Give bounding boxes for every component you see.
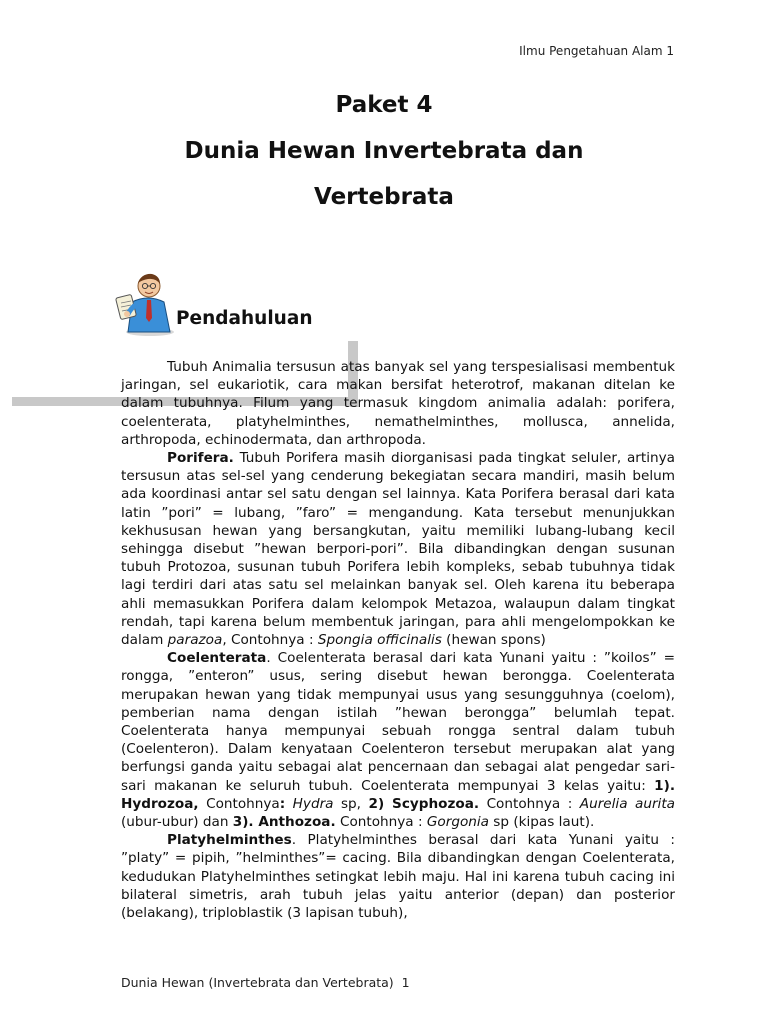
platyhelminthes-text: . Platyhelminthes berasal dari kata Yunani yaitu : ”platy” = pipih, ”helminthes”= cacing. Bila dibandingkan dengan Coelenterata, kedudukan Platyhelminthes setingkat lebih maju. Hal ini karena tubuh cacing ini bilateral simetris, arah tubuh jelas yaitu anterior (depan) dan posterior (belakang), triploblastik (3 lapisan tubuh), [121, 832, 675, 922]
coelenterata-text: . Coelenterata berasal dari kata Yunani yaitu : ”koilos” = rongga, ”enteron” usus, sering disebut hewan berongga. Coelenterata merupakan hewan yang tidak mempunyai usus yang sesungguhnya (coelom), pemberian nama dengan istilah ”hewan berongga” belumlah tepat. Coelenterata hanya mempunyai sebuah rongga sentral dalam tubuh (Coelenteron). Dalam kenyataan Coelenteron tersebut merupakan alat yang berfungsi ganda yaitu sebagai alat pencernaan dan sebagai alat pengedar sari-sari makanan ke seluruh tubuh. Coelenterata mempunyai 3 kelas yaitu: [121, 650, 675, 794]
term-platyhelminthes: Platyhelminthes [167, 832, 292, 849]
footer-title: Dunia Hewan (Invertebrata dan Vertebrata) [121, 975, 394, 990]
scyphozoa-example-label: Contohnya : [479, 795, 580, 812]
page-number: 1 [401, 975, 410, 990]
anthozoa-example-label: Contohnya : [335, 814, 427, 831]
paragraph-porifera [121, 449, 675, 649]
package-title: Paket 4 [335, 92, 433, 118]
running-header: Ilmu Pengetahuan Alam 1 [519, 44, 674, 58]
hydrozoa-example: Hydra [285, 795, 334, 812]
teacher-clipart-icon [112, 262, 178, 338]
chapter-title-line2: Vertebrata [314, 184, 454, 210]
class-anthozoa: 3). Anthozoa. [232, 814, 336, 831]
scyphozoa-note: (ubur-ubur) dan [121, 814, 233, 831]
chapter-title-line1: Dunia Hewan Invertebrata dan [184, 138, 584, 164]
class-scyphozoa: 2) Scyphozoa. [368, 795, 480, 812]
body-text [121, 358, 675, 922]
anthozoa-example: Gorgonia [426, 814, 489, 831]
anthozoa-note: sp (kipas laut). [488, 814, 595, 831]
porifera-example-label: , Contohnya : [222, 632, 318, 649]
hydrozoa-example-label: Contohnya [198, 795, 280, 812]
hydrozoa-colon: : [279, 795, 286, 812]
scyphozoa-example: Aurelia aurita [579, 795, 675, 812]
porifera-example-note: (hewan spons) [441, 632, 546, 649]
term-porifera: Porifera. [167, 450, 234, 467]
page-footer [121, 975, 410, 990]
paragraph-intro: Tubuh Animalia tersusun atas banyak sel yang terspesialisasi membentuk jaringan, sel eukariotik, cara makan bersifat heterotrof, makanan ditelan ke dalam tubuhnya. Filum yang termasuk kingdom animalia adalah: porifera, coelenterata, platyhelminthes, nemathelminthes, mollusca, annelida, arthropoda, echinodermata, dan arthropoda. [121, 359, 675, 448]
paragraph-coelenterata [121, 649, 675, 831]
porifera-text: Tubuh Porifera masih diorganisasi pada tingkat seluler, artinya tersusun atas sel-sel yang cenderung bekegiatan secara mandiri, masih belum ada koordinasi antar sel satu dengan sel lainnya. Kata Porifera berasal dari kata latin ”pori” = lubang, ”faro” = mengandung. Kata tersebut menunjukkan kekhususan hewan yang bersangkutan, yaitu memiliki lubang-lubang kecil sehingga disebut ”hewan berpori-pori”. Bila dibandingkan dengan susunan tubuh Protozoa, susunan tubuh Porifera lebih kompleks, sebab tubuhnya tidak lagi terdiri dari atas satu sel melainkan banyak sel. Oleh karena itu beberapa ahli memasukkan Porifera dalam kelompok Metazoa, walaupun dalam tingkat rendah, tapi karena belum membentuk jaringan, para ahli mengelompokkan ke dalam [121, 450, 675, 649]
term-coelenterata: Coelenterata [167, 650, 267, 667]
class-hydrozoa: 1). Hydrozoa, [121, 777, 675, 812]
porifera-parazoa: parazoa [167, 632, 223, 649]
paragraph-platyhelminthes [121, 831, 675, 922]
hydrozoa-sp: sp, [333, 795, 369, 812]
porifera-example: Spongia officinalis [317, 632, 442, 649]
section-heading: Pendahuluan [176, 308, 313, 329]
